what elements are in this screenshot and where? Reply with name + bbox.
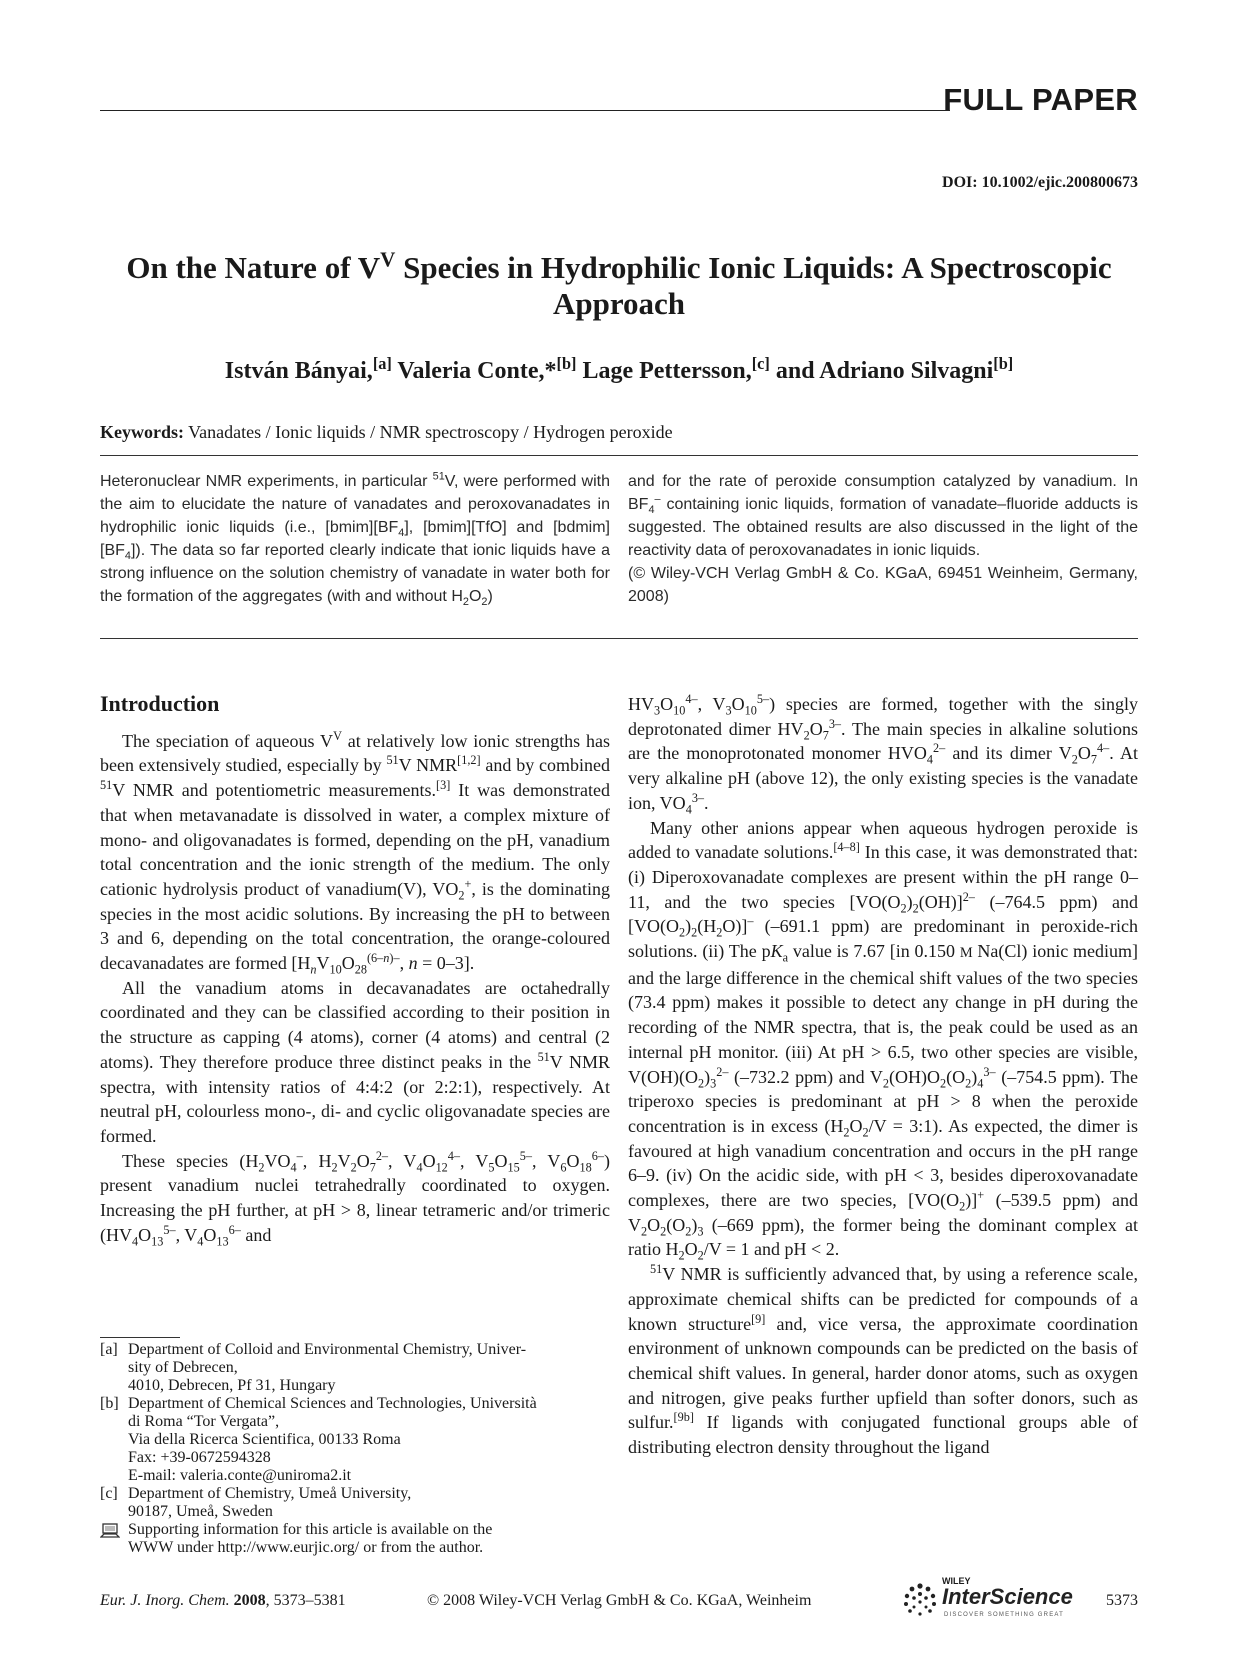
footnote-label: [b]	[100, 1395, 119, 1412]
footnotes	[100, 1341, 610, 1557]
keywords	[100, 422, 673, 443]
footnote-rule	[100, 1337, 180, 1338]
body-column-right	[628, 692, 1138, 1460]
author-affiliation: [b]	[556, 354, 577, 373]
logo-small-text: WILEY	[942, 1576, 971, 1586]
author-name: Valeria Conte,*	[391, 358, 557, 384]
author-name: and Adriano Silvagni	[769, 358, 994, 384]
keywords-text: Vanadates / Ionic liquids / NMR spectroscopy / Hydrogen peroxide	[184, 422, 673, 442]
footnote-line: Via della Ricerca Scientifica, 00133 Roma	[128, 1431, 401, 1448]
footnote-line: di Roma “Tor Vergata”,	[128, 1413, 280, 1430]
footnote-line: Department of Chemistry, Umeå University,	[128, 1485, 412, 1502]
footer-copyright: © 2008 Wiley-VCH Verlag GmbH & Co. KGaA, Weinheim	[427, 1592, 812, 1609]
footnote-line: Fax: +39-0672594328	[128, 1449, 271, 1466]
journal-name: Eur. J. Inorg. Chem.	[100, 1592, 230, 1609]
logo-main-text: InterScience	[942, 1584, 1073, 1609]
page-footer	[100, 1576, 1138, 1620]
keywords-rule	[100, 455, 1138, 456]
footnote-line: Department of Chemical Sciences and Technologies, Università	[128, 1395, 537, 1412]
footnote	[100, 1485, 610, 1521]
paragraph: All the vanadium atoms in decavanadates are octahedrally coordinated and they can be classified according to their position in the structure as capping (4 atoms), corner (4 atoms) and central (2 atoms). They therefore produce three distinct peaks in the $^{51}$V NMR spectra, with intensity ratios of 4:4:2 (or 2:2:1), respectively. At neutral pH, colourless mono-, di- and cyclic oligovanadate species are formed.	[100, 977, 610, 1146]
footnote-line: 4010, Debrecen, Pf 31, Hungary	[128, 1377, 336, 1394]
abstract-text: and for the rate of peroxide consumption catalyzed by vanadium. In $BF_4^-$ containing ionic liquids, formation of vanadate–fluoride adducts is suggested. The obtained results are also discussed in the light of the reactivity data of peroxovanadates in ionic liquids.	[628, 473, 1138, 559]
paragraph: $HV_3O_{10}^{4-}$, $V_3O_{10}^{5-}$) species are formed, together with the singly deprotonated dimer $HV_2O_7^{3-}$. The main species in alkaline solutions are the monoprotonated monomer $HVO_4^{2-}$ and its dimer $V_2O_7^{4-}$. At very alkaline pH (above 12), the only existing species is the vanadate ion, $VO_4^{3-}$.	[628, 692, 1139, 817]
footnote-line: Department of Colloid and Environmental Chemistry, Univer-	[128, 1341, 527, 1358]
doi: DOI: 10.1002/ejic.200800673	[942, 174, 1138, 191]
abstract-right	[628, 470, 1138, 608]
footnote-email[interactable]: E-mail: valeria.conte@uniroma2.it	[128, 1467, 352, 1484]
abstract-rule	[100, 638, 1138, 639]
abstract-text: Heteronuclear NMR experiments, in particular $^{51}$V, were performed with the aim to elucidate the nature of vanadates and peroxovanadates in hydrophilic ionic liquids (i.e., $[bmim][BF_4]$, [bmim][TfO] and $[bdmim][BF_4]$). The data so far reported clearly indicate that ionic liquids have a strong influence on the solution chemistry of vanadate in water both for the formation of the aggregates (with and without $H_2O_2$)	[100, 470, 611, 609]
paragraph: $^{51}$V NMR is sufficiently advanced that, by using a reference scale, approximate chemical shifts can be predicted for compounds of a known structure[9] and, vice versa, the approximate coordination environment of unknown compounds can be predicted on the basis of chemical shift values. In general, harder donor atoms, such as oxygen and nitrogen, give peaks further upfield than softer donors, such as sulfur.[9b] If ligands with conjugated functional groups able of distributing electron density throughout the ligand	[628, 1262, 1138, 1458]
author-name: Lage Pettersson,	[576, 358, 752, 384]
header-rule	[100, 110, 950, 111]
author-affiliation: [c]	[751, 354, 770, 373]
article-title: On the Nature of $V^V$ Species in Hydrophilic Ionic Liquids: A Spectroscopic Approach	[126, 247, 1112, 321]
body-column-left	[100, 692, 610, 1247]
footnote	[100, 1341, 610, 1395]
abstract-left	[100, 470, 610, 608]
section-heading: Introduction	[100, 691, 220, 716]
journal-pages: , 5373–5381	[265, 1592, 346, 1609]
journal-year: 2008	[233, 1592, 266, 1609]
author-affiliation: [b]	[993, 354, 1014, 373]
footnote	[100, 1395, 610, 1485]
paragraph: These species ($H_2VO_4^-$, $H_2V_2O_7^{2-}$, $V_4O_{12}^{4-}$, $V_5O_{15}^{5-}$, $V_6O_{18}^{6-}$) present vanadium nuclei tetrahedrally coordinated to oxygen. Increasing the pH further, at pH > 8, linear tetrameric and/or trimeric ($HV_4O_{13}^{5-}$, $V_4O_{13}^{6-}$ and	[100, 1148, 610, 1249]
keywords-label: Keywords:	[100, 422, 184, 442]
author-affiliation: [a]	[372, 354, 392, 373]
journal-citation	[100, 1592, 346, 1610]
footnote-line: 90187, Umeå, Sweden	[128, 1503, 273, 1520]
abstract-copyright: (© Wiley-VCH Verlag GmbH & Co. KGaA, 69451 Weinheim, Germany, 2008)	[628, 565, 1138, 605]
page-number: 5373	[1106, 1592, 1138, 1609]
computer-icon	[100, 1523, 120, 1544]
footnote-line: sity of Debrecen,	[128, 1359, 238, 1376]
footnote-supporting-info	[100, 1521, 610, 1557]
footnote-line: WWW under http://www.eurjic.org/ or from the author.	[128, 1539, 484, 1556]
paragraph: Many other anions appear when aqueous hydrogen peroxide is added to vanadate solutions.[4–8] In this case, it was demonstrated that: (i) Diperoxovanadate complexes are present within the pH range 0–11, and the two species $[VO(O_2)_2(OH)]^{2-}$ (–764.5 ppm) and $[VO(O_2)_2(H_2O)]^-$ (–691.1 ppm) are predominant in peroxide-rich solutions. (ii) The $pK_a$ value is 7.67 [in 0.150 M Na(Cl) ionic medium] and the large difference in the chemical shift values of the two species (73.4 ppm) makes it possible to detect any change in pH during the recording of the NMR spectra, that is, the peak could be used as an internal pH monitor. (iii) At pH > 6.5, two other species are visible, $V(OH)(O_2)_3^{2-}$ (–732.2 ppm) and $V_2(OH)O_2(O_2)_4^{3-}$ (–754.5 ppm). The triperoxo species is predominant at pH > 8 when the peroxide concentration is in excess ($H_2O_2/V$ = 3:1). As expected, the dimer is favoured at high vanadium concentration and occurs in the pH range 6–9. (iv) On the acidic side, with pH < 3, besides diperoxovanadate complexes, there are two species, $[VO(O_2)]^+$ (–539.5 ppm) and $V_2O_2(O_2)_3$ (–669 ppm), the former being the dominant complex at ratio $H_2O_2/V = 1$ and pH < 2.	[628, 817, 1139, 1264]
section-label: FULL PAPER	[943, 82, 1138, 117]
footnote-label: [a]	[100, 1341, 118, 1358]
paragraph: The speciation of aqueous $V^V$ at relatively low ionic strengths has been extensively studied, especially by $^{51}$V NMR[1,2] and by combined $^{51}$V NMR and potentiometric measurements.[3] It was demonstrated that when metavanadate is dissolved in water, a complex mixture of mono- and oligovanadates is formed, depending on the pH, vanadium total concentration and the ionic strength of the medium. The only cationic hydrolysis product of vanadium(V), $VO_2^+$, is the dominating species in the most acidic solutions. By increasing the pH to between 3 and 6, depending on the total concentration, the orange-coloured decavanadates are formed [$H_nV_{10}O_{28}^{(6-n)-}$, n = 0–3].	[100, 728, 611, 977]
footnote-label: [c]	[100, 1485, 118, 1502]
globe-icon	[900, 1580, 940, 1620]
footnote-line: Supporting information for this article is available on the	[128, 1521, 493, 1538]
author-name: István Bányai,	[224, 358, 373, 384]
author-list	[100, 354, 1138, 385]
logo-tagline: DISCOVER SOMETHING GREAT	[944, 1612, 1065, 1618]
interscience-logo	[900, 1576, 1100, 1624]
